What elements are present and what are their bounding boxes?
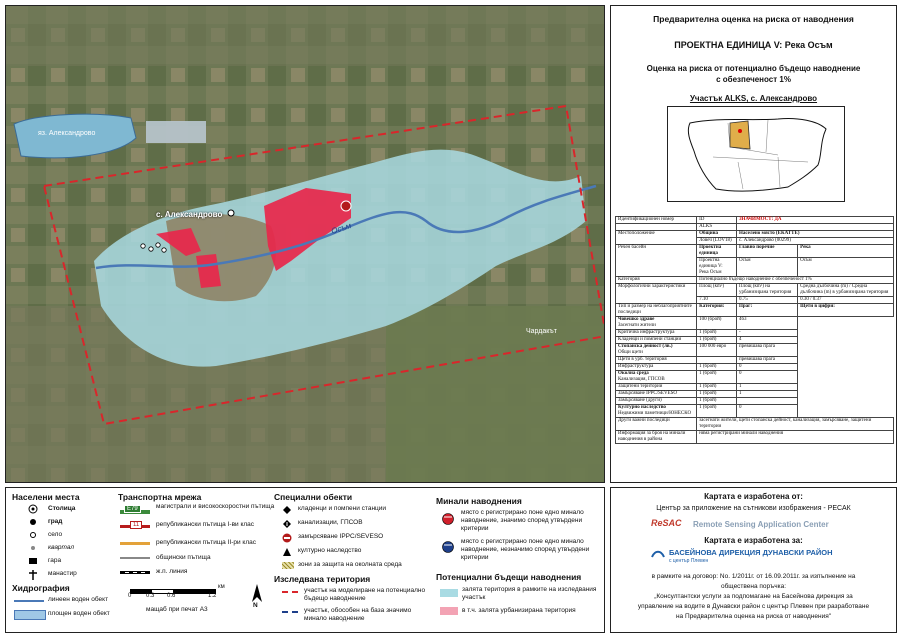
satellite-map [6,6,605,483]
capital-label: Столица [48,505,76,512]
municipal-road-swatch [120,557,150,559]
insignificant-flood-label: място с регистрирано поне едно минало наводнение, незначимо според утвърдени критерии [461,538,590,561]
impact-name: Замърсяване IPPC/SEVESO [616,391,697,398]
inset-map [667,106,845,202]
impact-val: 4 [737,337,798,344]
scale-tick-1: 0.3 [146,593,155,599]
significant-flood-icon [442,513,454,525]
scale-caption: мащаб при печат А3 [146,606,208,613]
id-value: ALKS [697,224,737,231]
morph-area-header: Площ (km²) [697,284,737,297]
town-aleksandrovo [166,214,276,301]
credits-panel [610,487,897,633]
impact-row [616,344,894,357]
bulgaria-outline [668,107,844,201]
well-marker[interactable] [156,243,160,247]
future-floods-heading: Потенциални бъдещи наводнения [436,572,582,582]
impact-val: 0 [737,405,798,418]
impact-thr: 1 (брой) [697,405,737,418]
town-label: с. Александрово [156,210,223,219]
impact-row [616,317,894,330]
impact-val [737,398,798,405]
location-marker [738,129,742,133]
impact-row [616,384,894,391]
impact-name: Защитени територии [616,384,697,391]
project-unit: ПРОЕКТНА ЕДИНИЦА V: Река Осъм [674,40,833,50]
risk-title-line2: с обезпеченост 1% [716,75,791,84]
morph-depth-header: Средна дълбочина (m) [800,284,848,289]
impact-name: Инфраструктура [616,364,697,371]
impact-name: Засегнати жители [618,323,656,328]
monastery-label: манастир [48,570,77,577]
quarter-icon [26,543,40,553]
impact-label: Тип и размер на неблагоприятните последици [616,304,697,317]
heritage-label: културно наследство [298,547,362,554]
impact-thr [697,357,737,364]
urban-flood-label: в т.ч. залята урбанизирана територия [462,607,576,614]
impact-thr: 100 (брой) [697,317,737,330]
category-label: Категория [616,277,697,284]
impact-threshold-header: Праг: [737,304,798,317]
road1-badge: 11 [130,521,142,529]
village-label: село [48,531,63,538]
impact-thr: 1 (брой) [697,337,737,344]
other-label: Други важни последици [616,418,697,431]
city-label: град [48,518,63,525]
legend-panel [5,487,605,633]
impact-row [616,337,894,344]
id-col: ID [697,217,737,224]
contract-line-5: на Предварителна оценка на риска от наводнения" [675,613,832,620]
capital-icon [26,504,40,514]
well-icon [282,505,292,515]
impact-name: Канализация, ГПСОВ [618,377,665,382]
station-label: гара [48,557,62,564]
map-view[interactable] [5,5,605,483]
impact-row [616,364,894,371]
industrial-area [146,121,206,143]
impact-val: 463 [737,317,798,330]
impact-group: Културно наследство [618,405,666,410]
transport-heading: Транспортна мрежа [118,492,202,502]
impact-row [616,330,894,337]
areal-water-swatch [14,610,46,620]
info-table: Идентификационен номер ID ЗНАЧИМОСТ: ДА ALKS Местоположение Община Населено място (ЕКАТТЕ) Ловеч (LOV18) с. Александрово (00299) Речен басейн Проектна единица Главно поречие Река Проектна единица V: Река Осъм Осъм Осъм Категория Потенциално бъдещо наводнение с обезпеченост 1% Морфологични характеристики Площ (km²) Площ (km²) на урбанизирана територия Средна дълбочина (m) / Средна дълбочина (m) в урбанизирана територия 7.10 0.75 0.30 / 0.37 Тип и размер на неблагоприятните последици Категория: Праг: Щети в цифри: Човешко здраве Засегнати жители 100 (брой) 463 Критична инфраструктура 1 (брой) - Кладенци и помпени станции 1 (брой) 4 Стопанска дейност (лв.) Общи щети 100 000 евро превишава прага Щети в урб. територия превишава прага Инфраструктура 1 (брой) 0 Околна среда Канализация, ГПСОВ 1 (брой) 0 Защитени територии 1 (брой) 1 Замърсяване IPPC/SEVESO 1 (брой) 1 Замърсяване (други) 1 (брой) Културно наследство Недвижими паметници/ЮНЕСКО 1 (брой) 0 Други важни последици засегнати жители, щети стопанска дейност, канализация, замърсяване, защитени територии Информация за броя на минали наводнения в района няма регистрирани минали наводнения [615,216,894,444]
settlement-value: с. Александрово (00299) [737,238,894,245]
hydrography-heading: Хидрография [12,583,70,593]
info-panel [610,5,897,483]
past-label: Информация за броя на минали наводнения в района [616,431,697,444]
wells-label: кладенци и помпени станции [298,505,387,512]
village-icon [26,530,40,540]
morph-urban-value: 0.75 [737,297,798,304]
linear-water-swatch [14,600,44,602]
impact-thr: 1 (брой) [697,364,737,371]
morph-label: Морфологични характеристики [616,284,697,304]
railway-swatch [120,571,150,574]
resac-full-name: Remote Sensing Application Center [693,520,829,529]
sewage-label: канализации, ГПСОВ [298,519,363,526]
municipal-road-label: общински пътища [156,554,211,561]
ippc-icon [282,533,292,543]
north-arrow-icon [250,582,264,604]
impact-val: превишава прага [737,357,798,364]
impact-row [616,371,894,384]
impact-value-header: Щети в цифри: [798,304,894,317]
region-highlight [730,121,750,149]
motorway-label: магистрали и високоскоростни пътища [156,503,275,510]
section-title: Участък ALKS, с. Александрово [689,94,818,103]
river-header: Река [798,245,894,258]
monastery-icon [26,569,40,581]
road2-swatch [120,542,150,545]
impact-thr: 100 000 евро [697,344,737,357]
id-label: Идентификационен номер [616,217,697,224]
motorway-badge: E79 [124,505,141,513]
impact-thr: 1 (брой) [697,371,737,384]
impact-val: превишава прага [737,344,798,357]
impact-name: Кладенци и помпени станции [616,337,697,344]
station-icon [26,556,40,566]
linear-water-label: линеен воден обект [48,596,109,603]
sewage-icon [282,519,292,529]
contract-line-3: „Консултантски услуги за подпомагане на Басейнова дирекция за [654,593,853,600]
insignificant-flood-icon [442,541,454,553]
well-marker[interactable] [141,244,145,248]
map-heading: Предварителна оценка на риска от наводнения [653,14,854,24]
railway-label: ж.п. линия [156,568,188,575]
north-label: N [253,602,258,609]
impact-name: Критична инфраструктура [616,330,697,337]
resac-logo: ReSAC [651,518,682,528]
made-by-heading: Картата е изработена от: [704,492,803,501]
morph-depth-value: 0.30 [800,297,809,302]
areal-water-label: площен воден обект [48,610,110,617]
quarter-label: квартал [48,544,75,551]
morph-area-value: 7.10 [697,297,737,304]
settlements-heading: Населени места [12,492,80,502]
location-label: Местоположение [616,231,697,245]
contract-line-1: в рамките на договор: No. 1/2011г. от 16.09.2011г. за изпълнение на [651,573,856,580]
scale-tick-2: 0.6 [167,593,176,599]
municipality-value: Ловеч (LOV18) [697,238,737,245]
impact-row [616,357,894,364]
flood-zone-swatch [440,589,458,597]
scale-tick-3: 1.2 [208,593,217,599]
special-heading: Специални обекти [274,492,353,502]
morph-urban-header: Площ (km²) на урбанизирана територия [737,284,798,297]
protected-label: зони за защита на околната среда [298,561,402,568]
impact-row [616,405,894,418]
city-icon [26,517,40,527]
contract-line-2: обществена поръчка: [720,583,787,590]
impact-row [616,391,894,398]
impact-name: Щети в урб. територия [616,357,697,364]
significance-badge: ЗНАЧИМОСТ: ДА [737,217,894,224]
impact-thr: 1 (брой) [697,391,737,398]
well-marker[interactable] [149,247,153,251]
basin-label: Речен басейн [616,245,697,277]
impact-group: Стопанска дейност (лв.) [618,344,673,349]
settlement-header: Населено място (ЕКАТТЕ) [737,231,894,238]
ippc-label: замърсяване IPPC/SEVESO [298,533,384,540]
significant-flood-label: място с регистрирано поне едно минало наводнение, значимо според утвърдени критерии [461,509,584,532]
risk-title-line1: Оценка на риска от потенциално бъдещо наводнение [646,64,861,73]
modelled-label: участък на моделиране на потенциално бъдещо наводнение [304,587,426,602]
river-label: Осъм [330,221,353,236]
ippc-marker[interactable] [341,201,351,211]
basin-directorate-sub: с център Плевен [669,558,709,564]
impact-val: 1 [737,391,798,398]
village-marker [228,210,234,216]
project-header: Проектна единица [697,245,737,258]
impact-val: 1 [737,384,798,391]
morph-depth-urban-header: Средна дълбочина (m) в урбанизирана територия [800,284,889,295]
resac-center-name: Център за приложение на сътникови изображения - РЕСАК [656,505,851,512]
made-for-heading: Картата е изработена за: [704,536,803,545]
well-marker[interactable] [162,248,166,252]
project-value-2: Река Осъм [699,270,722,275]
scale-tick-0: 0 [128,593,132,599]
impact-group: Човешко здраве [618,317,655,322]
impact-rows [616,317,894,418]
impact-val: 0 [737,364,798,371]
impact-row [616,398,894,405]
past-floods-heading: Минали наводнения [436,496,522,506]
impact-category-header: Категория: [697,304,737,317]
main-river-header: Главно поречие [737,245,798,258]
modelled-boundary-swatch [282,591,298,593]
impact-name: Общи щети [618,350,643,355]
basin-directorate-name: БАСЕЙНОВА ДИРЕКЦИЯ ДУНАВСКИ РАЙОН [669,548,833,557]
past-value: няма регистрирани минали наводнения [697,431,894,444]
past-boundary-swatch [282,611,298,613]
main-river-value: Осъм [737,258,798,277]
impact-name: Недвижими паметници/ЮНЕСКО [618,411,692,416]
basin-directorate-logo-icon [651,548,665,560]
impact-val: - [737,330,798,337]
impact-thr: 1 (брой) [697,384,737,391]
scale-unit: км [218,584,225,590]
impact-group: Околна среда [618,371,649,376]
heritage-icon [282,547,292,557]
road2-label: републикански пътища II-ри клас [156,539,257,546]
impact-thr: 1 (брой) [697,330,737,337]
river-value: Осъм [798,258,894,277]
impact-name: Замърсяване (други) [616,398,697,405]
morph-depth-urban-value: 0.37 [812,297,822,302]
municipality-header: Община [697,231,737,238]
other-value: засегнати жители, щети стопанска дейност, канализация, замърсяване, защитени територии [697,418,894,431]
village2-label: Чардакът [526,328,557,335]
flood-zone-label: залята територия в рамките на изследвания участък [462,586,597,601]
impact-val: 0 [737,371,798,384]
category-value: Потенциално бъдещо наводнение с обезпеченост 1% [697,277,894,284]
impact-thr: 1 (брой) [697,398,737,405]
lake-label: яз. Александрово [38,130,96,137]
contract-line-4: управление на водите в Дунавски район с център Плевен при разработване [637,603,870,610]
study-heading: Изследвана територия [274,574,371,584]
project-value-1: Проектна единица V: [699,258,723,269]
protected-zone-swatch [282,562,294,569]
past-based-label: участък, обособен на база значимо минало наводнение [304,607,412,622]
road1-label: републикански пътища I-ви клас [156,521,255,528]
urban-flood-swatch [440,607,458,615]
